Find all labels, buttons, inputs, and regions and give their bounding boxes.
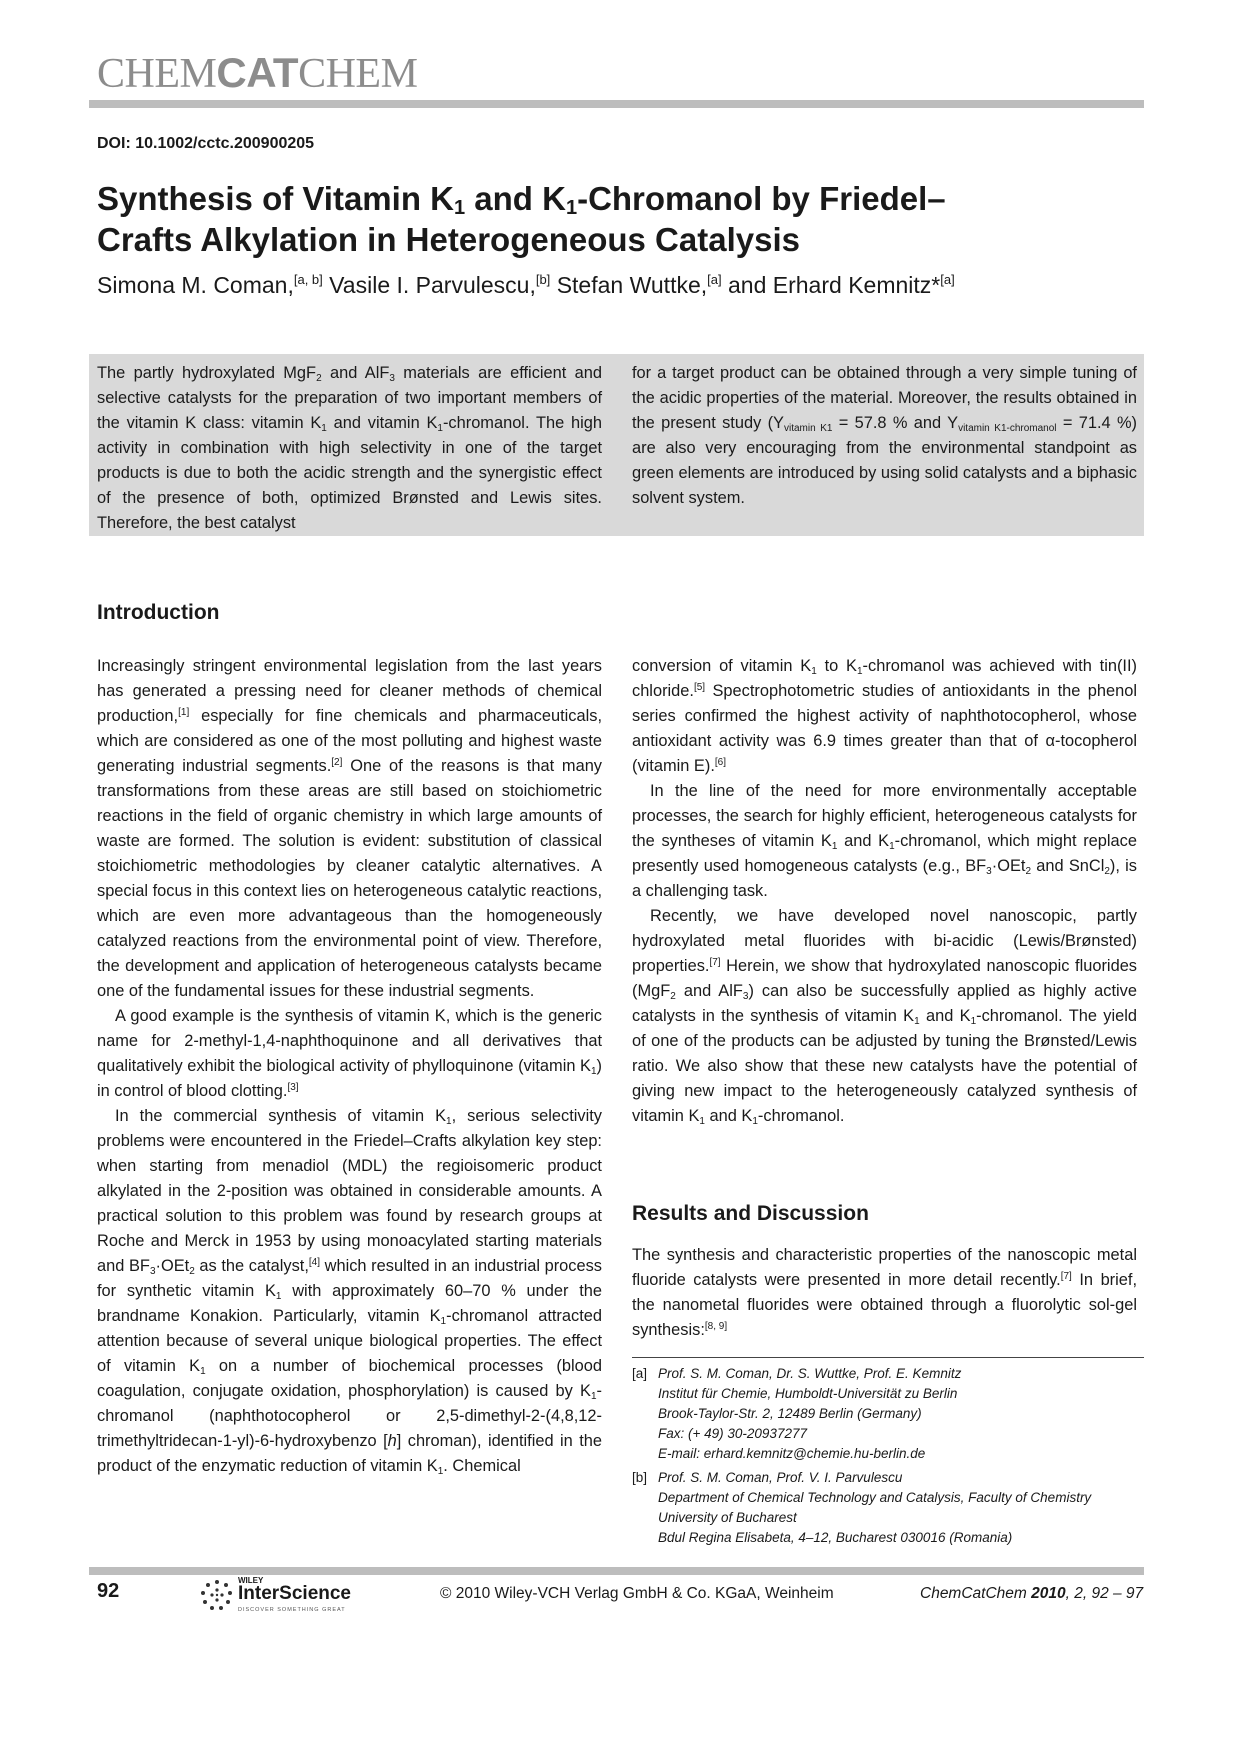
journal-logo: CHEMCATCHEM [97, 49, 418, 97]
abstract-right: for a target product can be obtained through a very simple tuning of the acidic properties of the material. Moreover, the results obtained in the present study ($Y_{vitamin K1} = 57.8$ % and $Y_{vitamin K1-chromanol} = 71.4$ %) are also very encouraging from the environmental standpoint as green elements are introduced by using solid catalysts and a biphasic solvent system. [632, 364, 1137, 507]
paragraph: conversion of vitamin $K_1$ to $K_1$-chromanol was achieved with tin(II) chloride.[5] Spectrophotometric studies of antioxidants in the phenol series confirmed the highest activity of naphthotocopherol, whose antioxidant activity was 6.9 times greater than that of α-tocopherol (vitamin E).[6] [632, 657, 1137, 775]
paragraph: Recently, we have developed novel nanoscopic, partly hydroxylated metal fluorides with bi-acidic (Lewis/Brønsted) properties.[7] Herein, we show that hydroxylated nanoscopic fluorides (MgF$_2$ and AlF$_3$) can also be successfully applied as highly active catalysts in the synthesis of vitamin $K_1$ and $K_1$-chromanol. The yield of one of the products can be adjusted by tuning the Brønsted/Lewis ratio. We also show that these new catalysts have the potential of giving new impact to the heterogeneously catalyzed synthesis of vitamin $K_1$ and $K_1$-chromanol. [632, 907, 1137, 1127]
journal-reference: ChemCatChem 2010, 2, 92 – 97 [920, 1585, 1144, 1602]
doi: DOI: 10.1002/cctc.200900205 [97, 135, 315, 152]
abstract-left: The partly hydroxylated MgF$_2$ and AlF$_3$ materials are efficient and selective catalysts for the preparation of two important members of the vitamin K class: vitamin $K_1$ and vitamin $K_1$-chromanol. The high activity in combination with high selectivity in one of the target products is due to both the acidic strength and the synergistic effect of the presence of both, optimized Brønsted and Lewis sites. Therefore, the best catalyst [97, 364, 603, 532]
paragraph: In the line of the need for more environmentally acceptable processes, the search for highly efficient, heterogeneous catalysts for the syntheses of vitamin $K_1$ and $K_1$-chromanol, which might replace presently used homogeneous catalysts (e.g., $BF_3\cdot OEt_2$ and SnCl$_2$), is a challenging task. [632, 782, 1137, 900]
results-heading: Results and Discussion [632, 1202, 869, 1225]
paragraph: A good example is the synthesis of vitamin K, which is the generic name for 2-methyl-1,4-naphthoquinone and all derivatives that qualitatively exhibit the biological activity of phylloquinone (vitamin $K_1$) in control of blood clotting.[3] [97, 1007, 602, 1100]
interscience-logo: WILEY InterScience DISCOVER SOMETHING GREAT [200, 1575, 375, 1615]
email-link[interactable]: E-mail: erhard.kemnitz@chemie.hu-berlin.de [658, 1446, 926, 1461]
affiliations [632, 1364, 1144, 1552]
affiliation-b: [b] Prof. S. M. Coman, Prof. V. I. Parvulescu Department of Chemical Technology and Catalysis, Faculty of Chemistry University of Bucharest Bdul Regina Elisabeta, 4–12, Bucharest 030016 (Romania) [632, 1470, 1092, 1545]
results-column [632, 1243, 1137, 1343]
affiliation-a: [a] Prof. S. M. Coman, Dr. S. Wuttke, Prof. E. Kemnitz Institut für Chemie, Humboldt-Universität zu Berlin Brook-Taylor-Str. 2, 12489 Berlin (Germany) Fax: (+ 49) 30-20937277 E-mail: erhard.kemnitz@chemie.hu-berlin.de [632, 1364, 1144, 1464]
paragraph: Increasingly stringent environmental legislation from the last years has generated a pressing need for cleaner methods of chemical production,[1] especially for fine chemicals and pharmaceuticals, which are considered as one of the most polluting and highest waste generating industrial segments.[2] One of the reasons is that many transformations from these areas are still based on stoichiometric reactions in the field of organic chemistry in which large amounts of waste are formed. The solution is evident: substitution of classical stoichiometric methodologies by cleaner catalytic alternatives. A special focus in this context lies on heterogeneous catalytic reactions, which are even more advantageous than the homogeneously catalyzed reactions from the environmental point of view. Therefore, the development and application of heterogeneous catalysts became one of the fundamental issues for these industrial segments. [97, 657, 602, 1000]
intro-left-column [97, 654, 602, 1479]
paragraph: The synthesis and characteristic properties of the nanoscopic metal fluoride catalysts were presented in more detail recently.[7] In brief, the nanometal fluorides were obtained through a fluorolytic sol-gel synthesis:[8, 9] [632, 1246, 1138, 1339]
authors: Simona M. Coman,[a, b] Vasile I. Parvulescu,[b] Stefan Wuttke,[a] and Erhard Kemnitz*[a] [97, 272, 955, 298]
header-rule [89, 100, 1144, 108]
copyright: © 2010 Wiley-VCH Verlag GmbH & Co. KGaA, Weinheim [440, 1585, 834, 1602]
footer-rule [89, 1567, 1144, 1575]
paragraph: In the commercial synthesis of vitamin $K_1$, serious selectivity problems were encountered in the Friedel–Crafts alkylation key step: when starting from menadiol (MDL) the regioisomeric product alkylated in the 2-position was obtained in considerable amounts. A practical solution to this problem was found by research groups at Roche and Merck in 1953 by using monoacylated starting materials and $BF_3\cdot OEt_2$ as the catalyst,[4] which resulted in an industrial process for synthetic vitamin $K_1$ with approximately 60–70 % under the brandname Konakion. Particularly, vitamin $K_1$-chromanol attracted attention because of several unique biological properties. The effect of vitamin $K_1$ on a number of biochemical processes (blood coagulation, conjugate oxidation, phosphorylation) is caused by $K_1$-chromanol (naphthotocopherol or 2,5-dimethyl-2-(4,8,12-trimethyltridecan-1-yl)-6-hydroxybenzo [h] chroman), identified in the product of the enzymatic reduction of vitamin $K_1$. Chemical [97, 1107, 602, 1477]
intro-right-column [632, 654, 1137, 1129]
interscience-globe-icon [200, 1578, 234, 1612]
introduction-heading: Introduction [97, 601, 220, 624]
footnote-rule [632, 1357, 1144, 1358]
page-number: 92 [97, 1580, 120, 1602]
article-title: Synthesis of Vitamin $K_1$ and $K_1$-Chromanol by Friedel– Crafts Alkylation in Heterogeneous Catalysis [97, 180, 946, 258]
